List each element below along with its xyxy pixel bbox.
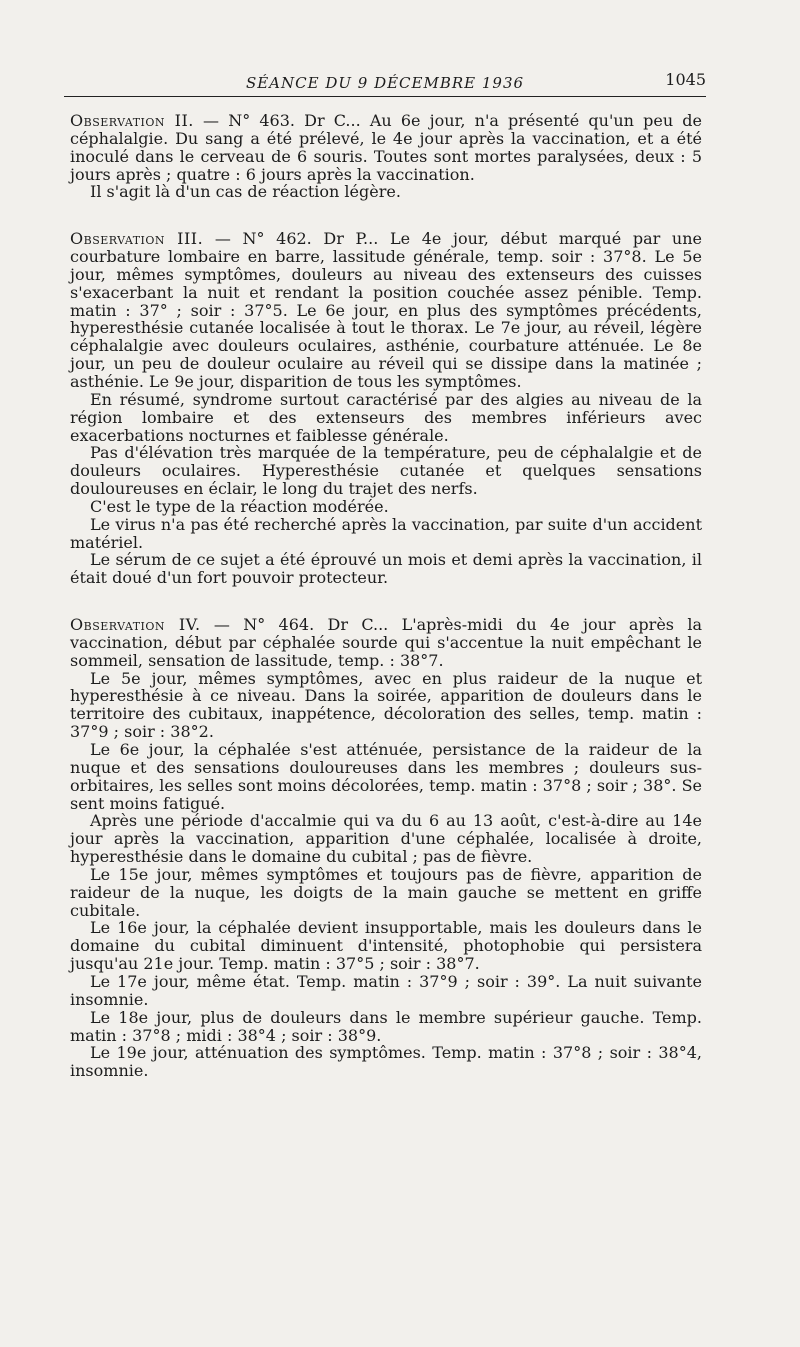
observation-4 xyxy=(70,616,702,1080)
header-rule xyxy=(64,96,706,97)
observation-lead-paragraph xyxy=(70,616,702,670)
observation-paragraph: Le 16e jour, la céphalée devient insupportable, mais les douleurs dans le domaine du cubital diminuent d'intensité, photophobie qui persistera jusqu'au 21e jour. Temp. matin : 37°5 ; soir : 38°7. xyxy=(70,918,702,974)
observation-paragraph: C'est le type de la réaction modérée. xyxy=(90,496,389,516)
running-header xyxy=(64,70,706,96)
observation-paragraph: Après une période d'accalmie qui va du 6 au 13 août, c'est-à-dire au 14e jour après la vaccination, apparition d'une céphalée, localisée à droite, hyperesthésie dans le domaine du cubital ; pas de fièvre. xyxy=(70,811,702,867)
running-title: SÉANCE DU 9 DÉCEMBRE 1936 xyxy=(245,74,525,92)
observation-3 xyxy=(70,230,702,587)
observation-lead-text: — N° 464. Dr C... L'après-midi du 4e jour après la vaccination, début par céphalée sourde qui s'accentue la nuit empêchant le sommeil, sensation de lassitude, temp. : 38°7. xyxy=(70,615,702,670)
observation-lead-paragraph xyxy=(70,230,702,391)
observation-paragraph: Le 17e jour, même état. Temp. matin : 37°9 ; soir : 39°. La nuit suivante insomnie. xyxy=(70,971,702,1009)
observation-label: Observation IV. xyxy=(70,615,201,635)
observation-2 xyxy=(70,112,702,201)
observation-paragraph: Il s'agit là d'un cas de réaction légère. xyxy=(90,182,401,202)
observation-paragraph: Le virus n'a pas été recherché après la vaccination, par suite d'un accident matériel. xyxy=(70,514,702,552)
observation-lead-text: — N° 462. Dr P... Le 4e jour, début marqué par une courbature lombaire en barre, lassitude générale, temp. soir : 37°8. Le 5e jour, mêmes symptômes, douleurs au niveau des extenseurs des cuisses s'exacerbant la nuit et rendant la position couchée assez pénible. Temp. matin : 37° ; soir : 37°5. Le 6e jour, en plus des symptômes précédents, hyperesthésie cutanée localisée à tout le thorax. Le 7e jour, au réveil, légère céphalalgie avec douleurs oculaires, asthénie, courbature atténuée. Le 8e jour, un peu de douleur oculaire au réveil qui se dissipe dans la matinée ; asthénie. Le 9e jour, disparition de tous les symptômes. xyxy=(70,229,702,391)
observation-paragraph: Le 19e jour, atténuation des symptômes. Temp. matin : 37°8 ; soir : 38°4, insomnie. xyxy=(70,1043,702,1081)
observation-paragraph: Le 18e jour, plus de douleurs dans le membre supérieur gauche. Temp. matin : 37°8 ; midi : 38°4 ; soir : 38°9. xyxy=(70,1007,702,1045)
observation-paragraph: Le 15e jour, mêmes symptômes et toujours pas de fièvre, apparition de raideur de la nuque, les doigts de la main gauche se mettent en griffe cubitale. xyxy=(70,864,702,920)
observation-paragraph: En résumé, syndrome surtout caractérisé par des algies au niveau de la région lombaire et des extenseurs des membres inférieurs avec exacerbations nocturnes et faiblesse générale. xyxy=(70,389,702,445)
observation-lead-text: — N° 463. Dr C... Au 6e jour, n'a présenté qu'un peu de céphalalgie. Du sang a été prélevé, le 4e jour après la vaccination, et a été inoculé dans le cerveau de 6 souris. Toutes sont mortes paralysées, deux : 5 jours après ; quatre : 6 jours après la vaccination. xyxy=(70,111,703,184)
observation-label: Observation III. xyxy=(70,229,204,249)
document-body xyxy=(70,112,702,1109)
observation-lead-paragraph xyxy=(70,112,702,183)
page-number: 1045 xyxy=(665,70,706,89)
observation-paragraph: Le 6e jour, la céphalée s'est atténuée, persistance de la raideur de la nuque et des sensations douloureuses dans les membres ; douleurs sus-orbitaires, les selles sont moins décolorées, temp. matin : 37°8 ; soir ; 38°. Se sent moins fatigué. xyxy=(70,740,702,813)
observation-label: Observation II. xyxy=(70,111,194,130)
observation-paragraph: Le sérum de ce sujet a été éprouvé un mois et demi après la vaccination, il était doué d'un fort pouvoir protecteur. xyxy=(70,550,702,588)
observation-paragraph: Le 5e jour, mêmes symptômes, avec en plus raideur de la nuque et hyperesthésie à ce niveau. Dans la soirée, apparition de douleurs dans le territoire des cubitaux, inappétence, décoloration des selles, temp. matin : 37°9 ; soir : 38°2. xyxy=(70,668,702,742)
observation-paragraph: Pas d'élévation très marquée de la température, peu de céphalalgie et de douleurs oculaires. Hyperesthésie cutanée et quelques sensations douloureuses en éclair, le long du trajet des nerfs. xyxy=(70,443,702,499)
